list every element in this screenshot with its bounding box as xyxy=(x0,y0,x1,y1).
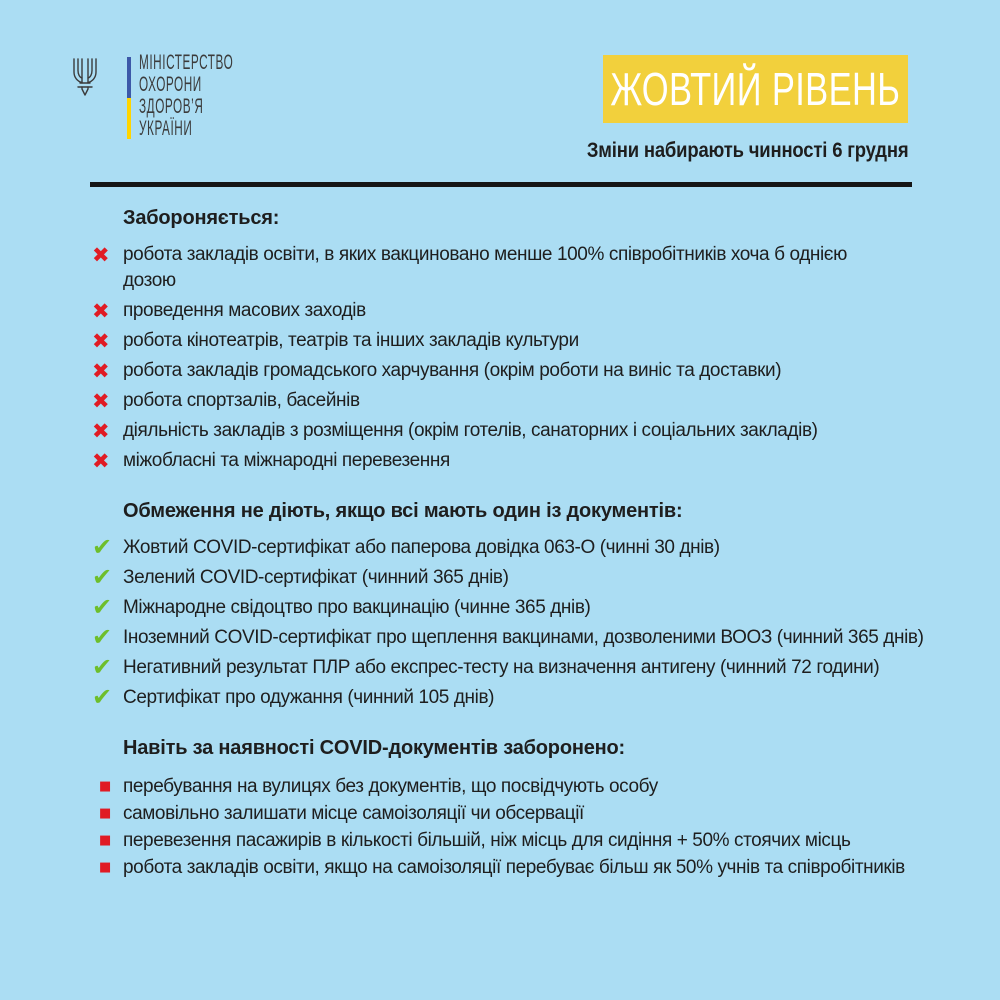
item-text: робота закладів громадського харчування (окрім роботи на виніс та доставки) xyxy=(123,360,782,381)
list-item xyxy=(92,685,958,711)
section-always-prohibited xyxy=(92,736,958,880)
section-heading: Обмеження не діють, якщо всі мають один із документів: xyxy=(123,500,683,522)
check-icon: ✔ xyxy=(92,533,113,561)
list-item xyxy=(92,565,958,591)
item-text: Іноземний COVID-сертифікат про щеплення вакцинами, дозволеними ВООЗ (чинний 365 днів) xyxy=(123,627,924,648)
section-exemption-documents xyxy=(92,499,958,711)
cross-icon: ✖ xyxy=(92,299,110,323)
square-icon: ■ xyxy=(99,806,112,821)
always-prohibited-list xyxy=(92,774,958,880)
divider-rule xyxy=(90,182,912,187)
check-icon: ✔ xyxy=(92,623,113,651)
list-item xyxy=(92,358,958,384)
list-item xyxy=(99,828,958,853)
list-item xyxy=(99,855,958,880)
item-text: проведення масових заходів xyxy=(123,300,366,321)
item-text: Міжнародне свідоцтво про вакцинацію (чинне 365 днів) xyxy=(123,597,591,618)
section-heading: Забороняється: xyxy=(123,207,280,229)
content xyxy=(92,206,958,882)
list-item xyxy=(92,298,958,324)
item-text: перебування на вулицях без документів, що посвідчують особу xyxy=(123,776,658,797)
square-icon: ■ xyxy=(99,860,112,875)
cross-icon: ✖ xyxy=(92,243,110,267)
logo-line: УКРАЇНИ xyxy=(139,117,193,140)
item-text: самовільно залишати місце самоізоляції чи обсервації xyxy=(123,803,584,824)
item-text: робота закладів освіти, в яких вакциновано менше 100% співробітників хоча б однією дозою xyxy=(123,244,847,291)
item-text: Негативний результат ПЛР або експрес-тесту на визначення антигену (чинний 72 години) xyxy=(123,657,880,678)
list-item xyxy=(92,535,958,561)
list-item xyxy=(92,388,958,414)
section-heading: Навіть за наявності COVID-документів заборонено: xyxy=(123,737,626,759)
trident-icon xyxy=(70,56,100,98)
square-icon: ■ xyxy=(99,779,112,794)
section-prohibited xyxy=(92,206,958,474)
item-text: робота спортзалів, басейнів xyxy=(123,390,360,411)
list-item xyxy=(92,418,958,444)
item-text: Зелений COVID-сертифікат (чинний 365 днів) xyxy=(123,567,509,588)
cross-icon: ✖ xyxy=(92,359,110,383)
flag-stripe-icon xyxy=(127,57,131,139)
list-item xyxy=(92,328,958,354)
item-text: робота закладів освіти, якщо на самоізоляції перебуває більш як 50% учнів та співробітників xyxy=(123,857,905,878)
check-icon: ✔ xyxy=(92,593,113,621)
check-icon: ✔ xyxy=(92,683,113,711)
documents-list xyxy=(92,535,958,711)
item-text: міжобласні та міжнародні перевезення xyxy=(123,450,450,471)
level-banner-title: ЖОВТИЙ РІВЕНЬ xyxy=(610,63,901,115)
cross-icon: ✖ xyxy=(92,449,110,473)
list-item xyxy=(92,242,958,294)
prohibited-list xyxy=(92,242,958,474)
effective-date-subtitle: Зміни набирають чинності 6 грудня xyxy=(586,139,908,162)
check-icon: ✔ xyxy=(92,563,113,591)
item-text: Сертифікат про одужання (чинний 105 днів) xyxy=(123,687,495,708)
item-text: Жовтий COVID-сертифікат або паперова довідка 063-О (чинні 30 днів) xyxy=(123,537,720,558)
check-icon: ✔ xyxy=(92,653,113,681)
ministry-logo-text xyxy=(139,52,233,140)
square-icon: ■ xyxy=(99,833,112,848)
list-item xyxy=(92,595,958,621)
cross-icon: ✖ xyxy=(92,419,110,443)
item-text: діяльність закладів з розміщення (окрім готелів, санаторних і соціальних закладів) xyxy=(123,420,818,441)
level-banner xyxy=(603,55,908,123)
list-item xyxy=(92,448,958,474)
item-text: перевезення пасажирів в кількості більшій, ніж місць для сидіння + 50% стоячих місць xyxy=(123,830,851,851)
list-item xyxy=(99,801,958,826)
item-text: робота кінотеатрів, театрів та інших закладів культури xyxy=(123,330,579,351)
cross-icon: ✖ xyxy=(92,389,110,413)
list-item xyxy=(92,625,958,651)
cross-icon: ✖ xyxy=(92,329,110,353)
list-item xyxy=(92,655,958,681)
logo-line: ОХОРОНИ xyxy=(139,73,202,96)
logo-line: ЗДОРОВ’Я xyxy=(139,95,204,118)
logo-line: МІНІСТЕРСТВО xyxy=(139,51,234,74)
list-item xyxy=(99,774,958,799)
